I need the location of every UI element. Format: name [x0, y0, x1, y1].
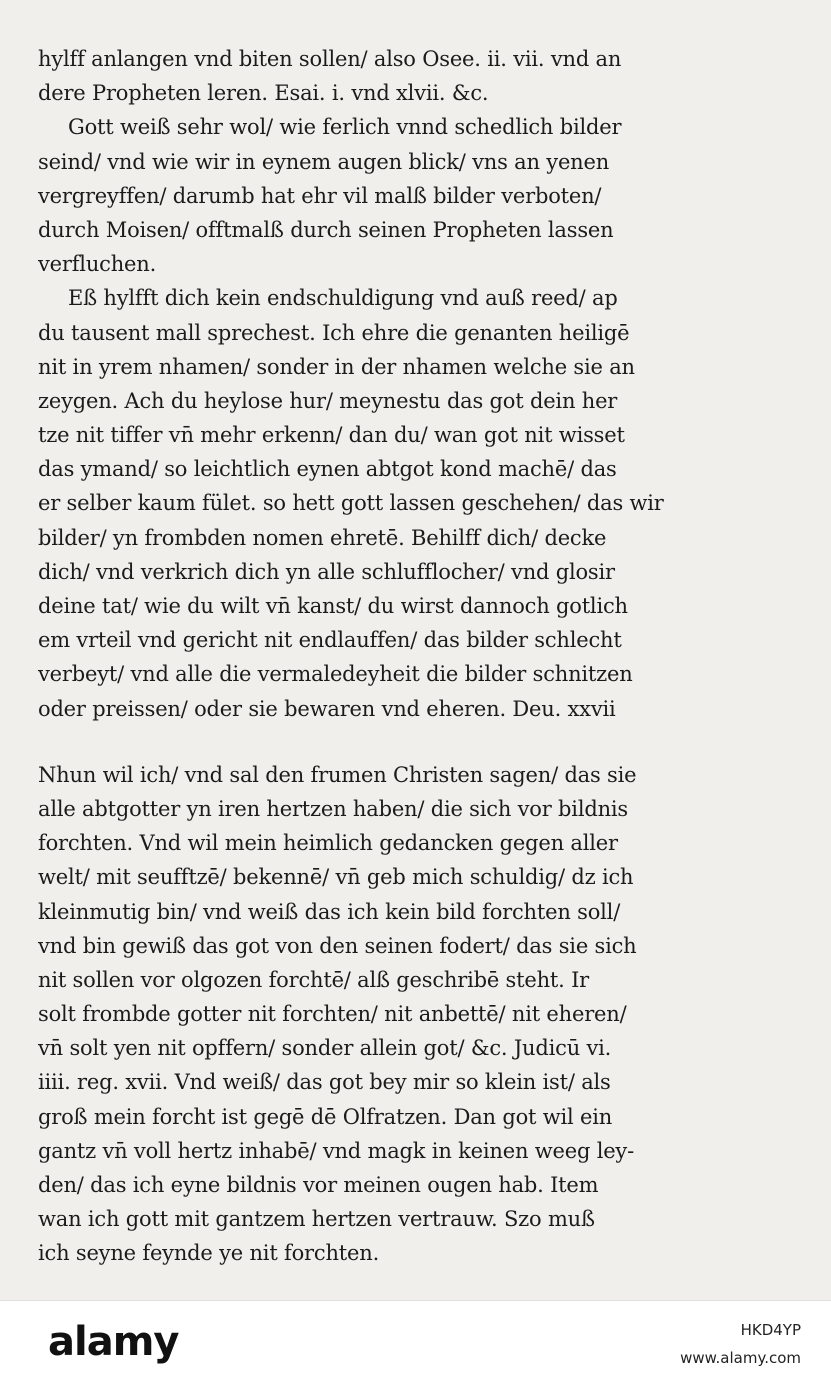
- paragraph: [38, 281, 798, 725]
- image-id: HKD4YP: [740, 1321, 801, 1339]
- text-line: Gott weiß sehr wol/ wie ferlich vnnd schedlich bilder: [68, 115, 622, 140]
- text-line: bilder/ yn frombden nomen ehretē. Behilff dich/ decke: [38, 525, 607, 550]
- text-line: iiii. reg. xvii. Vnd weiß/ das got bey mir so klein ist/ als: [38, 1070, 611, 1095]
- text-line: er selber kaum fület. so hett gott lassen geschehen/ das wir: [38, 491, 664, 516]
- site-url: www.alamy.com: [680, 1349, 801, 1367]
- text-line: solt frombde gotter nit forchten/ nit anbettē/ nit eheren/: [38, 1002, 627, 1027]
- text-line: welt/ mit seufftzē/ bekennē/ vn̄ geb mich schuldig/ dz ich: [38, 865, 634, 890]
- text-line: wan ich gott mit gantzem hertzen vertrauw. Szo muß: [38, 1207, 595, 1232]
- text-line: Eß hylfft dich kein endschuldigung vnd auß reed/ ap: [68, 286, 618, 311]
- text-line: forchten. Vnd wil mein heimlich gedancken gegen aller: [38, 831, 618, 856]
- text-line: hylff anlangen vnd biten sollen/ also Osee. ii. vii. vnd an: [38, 47, 622, 71]
- text-line: dich/ vnd verkrich dich yn alle schlufflocher/ vnd glosir: [38, 559, 615, 584]
- text-line: nit in yrem nhamen/ sonder in der nhamen welche sie an: [38, 354, 635, 379]
- text-line: oder preissen/ oder sie bewaren vnd eheren. Deu. xxvii: [38, 696, 616, 721]
- text-line: verfluchen.: [38, 252, 157, 277]
- text-line: dere Propheten leren. Esai. i. vnd xlvii. &c.: [38, 81, 489, 106]
- text-line: durch Moisen/ offtmalß durch seinen Propheten lassen: [38, 217, 614, 242]
- text-line: kleinmutig bin/ vnd weiß das ich kein bild forchten soll/: [38, 899, 621, 924]
- text-line: Nhun wil ich/ vnd sal den frumen Christen sagen/ das sie: [38, 762, 637, 787]
- text-line: alle abtgotter yn iren hertzen haben/ die sich vor bildnis: [38, 796, 628, 821]
- paragraph-gap: [38, 726, 798, 758]
- watermark-footer: [0, 1300, 831, 1391]
- paragraph: [38, 42, 798, 110]
- text-line: vn̄ solt yen nit opffern/ sonder allein got/ &c. Judicū vi.: [38, 1036, 612, 1061]
- text-line: das ymand/ so leichtlich eynen abtgot kond machē/ das: [38, 457, 617, 482]
- text-line: em vrteil vnd gericht nit endlauffen/ das bilder schlecht: [38, 628, 622, 653]
- text-line: du tausent mall sprechest. Ich ehre die genanten heiligē: [38, 320, 630, 345]
- text-line: vnd bin gewiß das got von den seinen fodert/ das sie sich: [38, 933, 637, 958]
- text-line: vergreyffen/ darumb hat ehr vil malß bilder verboten/: [38, 183, 602, 208]
- blackletter-text: [38, 42, 798, 1271]
- text-line: ich seyne feynde ye nit forchten.: [38, 1241, 380, 1266]
- text-line: groß mein forcht ist gegē dē Olfratzen. Dan got wil ein: [38, 1104, 613, 1129]
- text-line: seind/ vnd wie wir in eynem augen blick/ vns an yenen: [38, 149, 610, 174]
- paragraph: [38, 758, 798, 1271]
- text-line: nit sollen vor olgozen forchtē/ alß geschribē steht. Ir: [38, 967, 590, 992]
- alamy-logo: alamy: [48, 1319, 179, 1365]
- text-line: gantz vn̄ voll hertz inhabē/ vnd magk in keinen weeg ley-: [38, 1138, 634, 1163]
- text-line: zeygen. Ach du heylose hur/ meynestu das got dein her: [38, 388, 618, 413]
- text-line: deine tat/ wie du wilt vn̄ kanst/ du wirst dannoch gotlich: [38, 594, 628, 618]
- paragraph: [38, 110, 798, 281]
- text-line: verbeyt/ vnd alle die vermaledeyheit die bilder schnitzen: [38, 662, 633, 687]
- text-line: den/ das ich eyne bildnis vor meinen ougen hab. Item: [38, 1173, 599, 1197]
- text-line: tze nit tiffer vn̄ mehr erkenn/ dan du/ wan got nit wisset: [38, 423, 625, 448]
